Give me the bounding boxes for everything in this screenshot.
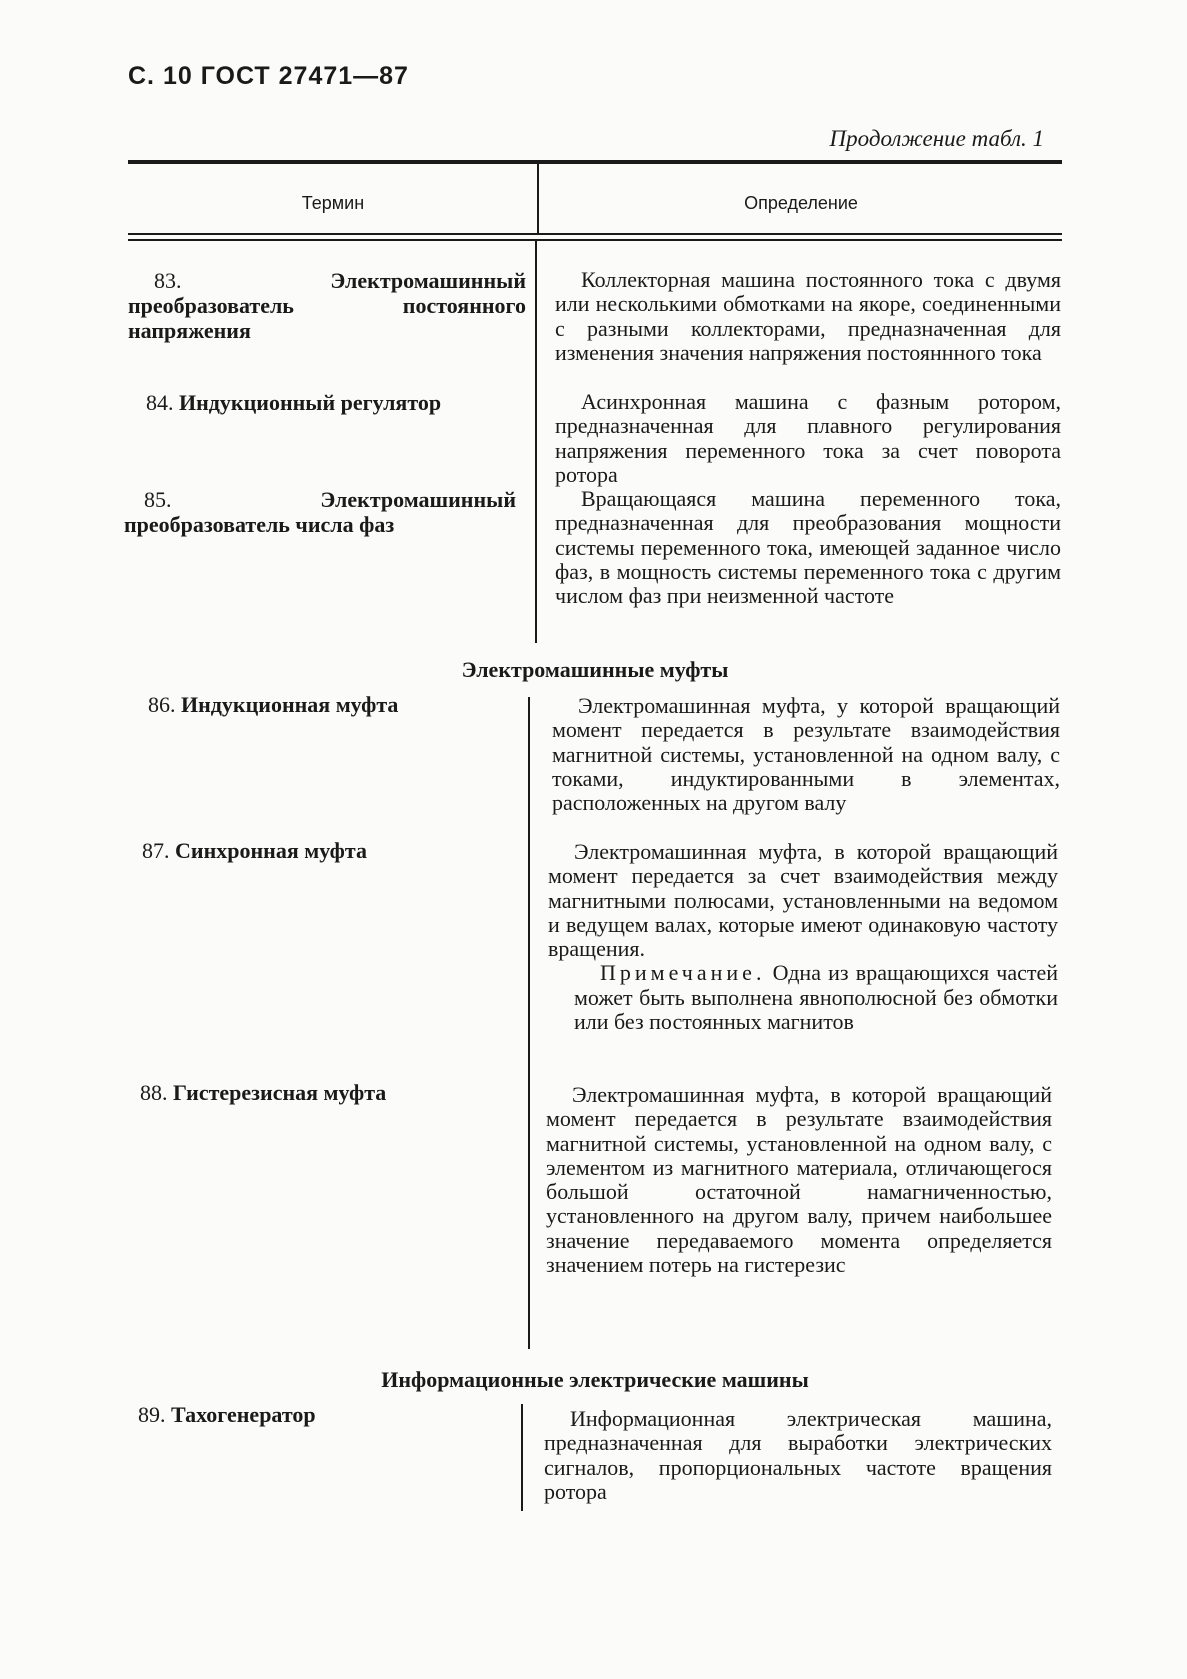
table-continuation-label: Продолжение табл. 1 bbox=[829, 126, 1044, 151]
note bbox=[548, 961, 1058, 1034]
term-label: Электромашинный преобразователь числа фаз bbox=[124, 487, 516, 537]
definition-89 bbox=[544, 1407, 1052, 1504]
term-number: 83. bbox=[154, 268, 182, 293]
term-number: 87. bbox=[142, 838, 170, 863]
term-number: 84. bbox=[146, 390, 174, 415]
section-title-info-machines: Информационные электрические машины bbox=[381, 1367, 809, 1392]
definition-84 bbox=[555, 390, 1061, 487]
definition-text: Асинхронная машина с фазным ротором, предназначенная для плавного регулирования напряжения переменного тока за счет поворота ротора bbox=[555, 389, 1061, 487]
definition-text: Коллекторная машина постоянного тока с двумя или несколькими обмотками на якоре, соединенными с разными коллекторами, предназначенная для изменения значения напряжения постояннного тока bbox=[555, 267, 1061, 365]
term-number: 88. bbox=[140, 1080, 168, 1105]
term-86 bbox=[148, 692, 518, 717]
definition-86 bbox=[552, 694, 1060, 815]
definition-text: Электромашинная муфта, в которой вращающий момент передается в результате взаимодействия магнитной системы, установленной на одном валу, с элементом из магнитного материала, отличающегося большой остаточной намагниченностью, установленного на другом валу, причем наибольшее значение передаваемого момента определяется значением потерь на гистерезис bbox=[546, 1082, 1052, 1278]
column-divider bbox=[535, 241, 537, 643]
header-rule bbox=[128, 239, 1062, 241]
definition-85 bbox=[555, 487, 1061, 608]
term-88 bbox=[140, 1080, 510, 1105]
column-divider bbox=[528, 697, 530, 1349]
term-number: 89. bbox=[138, 1402, 166, 1427]
definition-83 bbox=[555, 268, 1061, 365]
term-label: Электромашинный преобразователь постоянного напряжения bbox=[128, 268, 526, 343]
column-header-term: Термин bbox=[301, 193, 365, 213]
note-label: Примечание. bbox=[600, 960, 766, 986]
term-label: Гистерезисная муфта bbox=[173, 1080, 387, 1105]
term-label: Синхронная муфта bbox=[175, 838, 367, 863]
section-title-couplings: Электромашинные муфты bbox=[461, 657, 729, 682]
term-number: 86. bbox=[148, 692, 176, 717]
definition-text: Информационная электрическая машина, предназначенная для выработки электрических сигналов, пропорциональных частоте вращения ротора bbox=[544, 1406, 1052, 1504]
term-label: Индукционная муфта bbox=[181, 692, 399, 717]
definition-87 bbox=[548, 840, 1058, 1034]
definition-text: Электромашинная муфта, у которой вращающий момент передается в результате взаимодействия магнитной системы, установленной на одном валу, с токами, индуктированными в элементах, расположенных на другом валу bbox=[552, 693, 1060, 816]
page-header: С. 10 ГОСТ 27471—87 bbox=[128, 62, 409, 90]
term-84 bbox=[128, 390, 526, 415]
note-text: Одна из вращающихся частей может быть выполнена явнополюсной без обмотки или без постоянных магнитов bbox=[574, 960, 1058, 1035]
term-number: 85. bbox=[144, 487, 172, 512]
column-divider bbox=[521, 1404, 523, 1511]
term-label: Тахогенератор bbox=[171, 1402, 316, 1427]
table-top-rule bbox=[128, 160, 1062, 164]
term-87 bbox=[142, 838, 512, 863]
term-83 bbox=[128, 268, 526, 343]
term-85 bbox=[124, 487, 516, 537]
column-header-definition: Определение bbox=[744, 193, 858, 213]
term-label: Индукционный регулятор bbox=[179, 390, 442, 415]
definition-text: Вращающаяся машина переменного тока, предназначенная для преобразования мощности системы переменного тока, имеющей заданное число фаз, в мощность системы переменного тока с другим числом фаз при неизменной частоте bbox=[555, 486, 1061, 609]
term-89 bbox=[138, 1402, 508, 1427]
definition-88 bbox=[546, 1083, 1052, 1277]
column-divider bbox=[537, 163, 539, 235]
header-rule bbox=[128, 233, 1062, 235]
definition-text: Электромашинная муфта, в которой вращающий момент передается за счет взаимодействия между магнитными полюсами, установленными на ведомом и ведущем валах, которые имеют одинаковую частоту вращения. bbox=[548, 839, 1058, 962]
